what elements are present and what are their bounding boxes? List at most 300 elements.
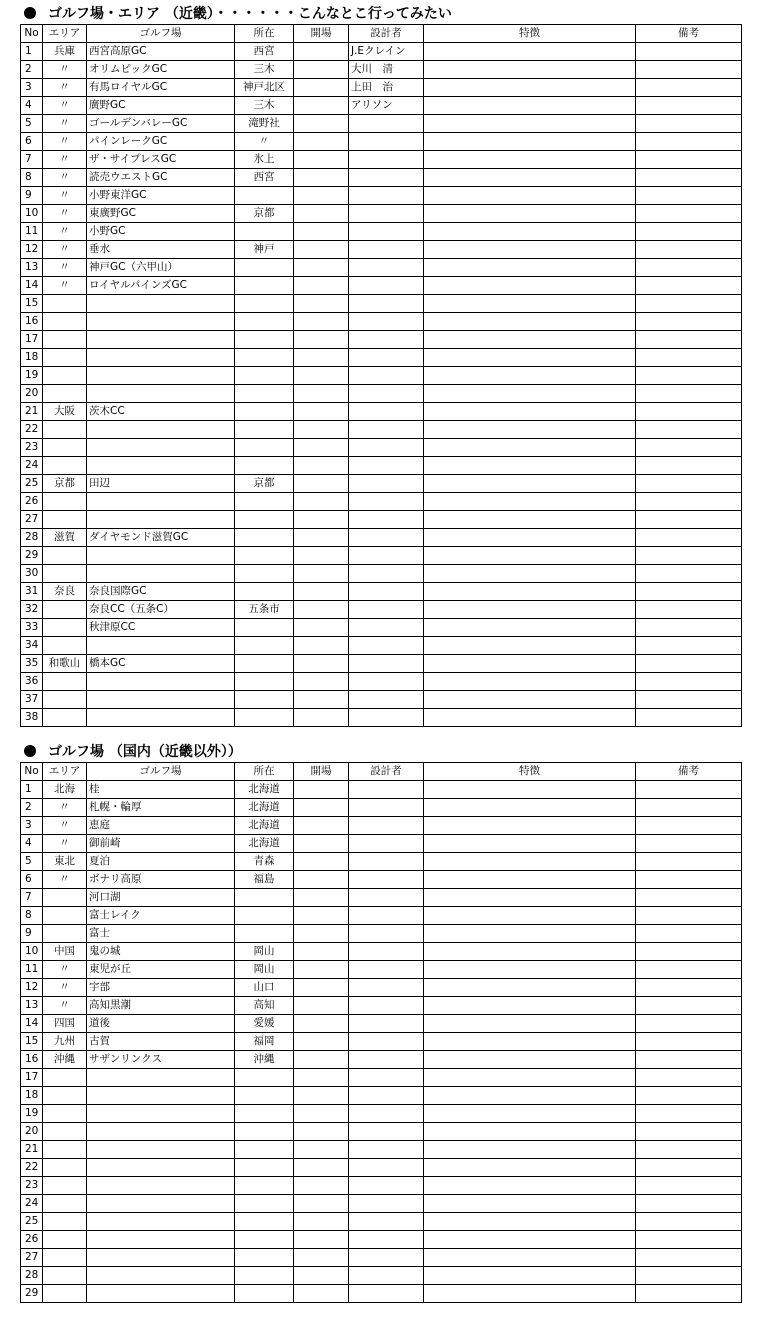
cell-area: 〃: [43, 205, 87, 223]
cell-no: 33: [21, 619, 43, 637]
cell-designer: [349, 421, 424, 439]
cell-location: 五条市: [235, 601, 294, 619]
cell-features: [424, 889, 636, 907]
table-row: [21, 313, 742, 331]
cell-designer: [349, 187, 424, 205]
cell-features: [424, 457, 636, 475]
cell-notes: [636, 97, 742, 115]
cell-area: 〃: [43, 259, 87, 277]
table-row: [21, 889, 742, 907]
cell-features: [424, 1231, 636, 1249]
cell-notes: [636, 673, 742, 691]
cell-course: 西宮高原GC: [87, 43, 235, 61]
table-row: [21, 385, 742, 403]
cell-designer: [349, 907, 424, 925]
cell-area: 〃: [43, 133, 87, 151]
section-kinki: [20, 4, 741, 727]
table-row: [21, 241, 742, 259]
cell-no: 1: [21, 43, 43, 61]
header-features: 特徴: [424, 763, 636, 781]
cell-notes: [636, 79, 742, 97]
table-row: [21, 781, 742, 799]
cell-features: [424, 1213, 636, 1231]
cell-designer: [349, 493, 424, 511]
cell-opened: [294, 115, 349, 133]
cell-no: 15: [21, 1033, 43, 1051]
cell-location: 愛媛: [235, 1015, 294, 1033]
cell-features: [424, 241, 636, 259]
cell-course: [87, 1123, 235, 1141]
cell-area: [43, 1249, 87, 1267]
cell-no: 29: [21, 547, 43, 565]
cell-no: 28: [21, 529, 43, 547]
cell-area: 〃: [43, 277, 87, 295]
cell-designer: [349, 115, 424, 133]
cell-notes: [636, 1087, 742, 1105]
cell-no: 14: [21, 277, 43, 295]
table-row: [21, 1141, 742, 1159]
cell-no: 7: [21, 151, 43, 169]
cell-area: 兵庫: [43, 43, 87, 61]
cell-no: 22: [21, 1159, 43, 1177]
cell-features: [424, 1069, 636, 1087]
section-title: [20, 4, 741, 24]
cell-designer: アリソン: [349, 97, 424, 115]
table-row: [21, 79, 742, 97]
cell-notes: [636, 529, 742, 547]
cell-opened: [294, 1177, 349, 1195]
cell-location: [235, 637, 294, 655]
cell-designer: [349, 1177, 424, 1195]
cell-location: [235, 439, 294, 457]
cell-opened: [294, 997, 349, 1015]
cell-location: 滝野社: [235, 115, 294, 133]
cell-course: 垂水: [87, 241, 235, 259]
cell-location: [235, 313, 294, 331]
cell-designer: [349, 1069, 424, 1087]
cell-area: [43, 511, 87, 529]
cell-opened: [294, 907, 349, 925]
cell-area: 和歌山: [43, 655, 87, 673]
cell-course: 廣野GC: [87, 97, 235, 115]
cell-area: 北海: [43, 781, 87, 799]
cell-no: 18: [21, 1087, 43, 1105]
cell-notes: [636, 277, 742, 295]
cell-area: [43, 457, 87, 475]
cell-area: [43, 1195, 87, 1213]
cell-notes: [636, 1123, 742, 1141]
header-location: 所在: [235, 25, 294, 43]
cell-designer: [349, 457, 424, 475]
table-row: [21, 1213, 742, 1231]
cell-notes: [636, 457, 742, 475]
cell-no: 6: [21, 133, 43, 151]
cell-area: 〃: [43, 169, 87, 187]
cell-opened: [294, 385, 349, 403]
cell-area: 〃: [43, 79, 87, 97]
cell-area: [43, 349, 87, 367]
cell-designer: [349, 133, 424, 151]
cell-area: [43, 925, 87, 943]
cell-notes: [636, 493, 742, 511]
cell-area: 〃: [43, 61, 87, 79]
cell-designer: [349, 475, 424, 493]
cell-course: ボナリ高原: [87, 871, 235, 889]
cell-opened: [294, 547, 349, 565]
cell-opened: [294, 367, 349, 385]
cell-no: 1: [21, 781, 43, 799]
cell-features: [424, 223, 636, 241]
cell-features: [424, 385, 636, 403]
cell-course: 高知黒潮: [87, 997, 235, 1015]
cell-notes: [636, 1141, 742, 1159]
cell-no: 26: [21, 1231, 43, 1249]
cell-course: 札幌・輪厚: [87, 799, 235, 817]
cell-notes: [636, 43, 742, 61]
cell-opened: [294, 565, 349, 583]
cell-location: 三木: [235, 97, 294, 115]
cell-no: 3: [21, 79, 43, 97]
table-row: [21, 1033, 742, 1051]
cell-no: 23: [21, 439, 43, 457]
cell-area: [43, 1087, 87, 1105]
cell-no: 25: [21, 1213, 43, 1231]
cell-opened: [294, 673, 349, 691]
cell-course: 河口湖: [87, 889, 235, 907]
cell-designer: [349, 853, 424, 871]
cell-opened: [294, 583, 349, 601]
cell-designer: [349, 1105, 424, 1123]
table-row: [21, 799, 742, 817]
table-row: [21, 547, 742, 565]
cell-notes: [636, 1069, 742, 1087]
table-row: [21, 1285, 742, 1303]
cell-opened: [294, 1105, 349, 1123]
table-row: [21, 853, 742, 871]
cell-area: 〃: [43, 817, 87, 835]
header-features: 特徴: [424, 25, 636, 43]
cell-course: 道後: [87, 1015, 235, 1033]
cell-features: [424, 637, 636, 655]
cell-no: 32: [21, 601, 43, 619]
cell-course: 夏泊: [87, 853, 235, 871]
cell-location: 北海道: [235, 799, 294, 817]
cell-opened: [294, 475, 349, 493]
cell-designer: [349, 1087, 424, 1105]
cell-opened: [294, 241, 349, 259]
cell-no: 11: [21, 223, 43, 241]
cell-location: [235, 1105, 294, 1123]
cell-designer: [349, 547, 424, 565]
cell-area: 〃: [43, 979, 87, 997]
cell-features: [424, 907, 636, 925]
cell-location: 氷上: [235, 151, 294, 169]
cell-notes: [636, 187, 742, 205]
table-row: [21, 61, 742, 79]
cell-course: [87, 1249, 235, 1267]
cell-designer: [349, 1213, 424, 1231]
table-row: [21, 583, 742, 601]
cell-opened: [294, 259, 349, 277]
cell-no: 27: [21, 511, 43, 529]
cell-notes: [636, 421, 742, 439]
section-domestic: [20, 742, 741, 1303]
cell-opened: [294, 97, 349, 115]
cell-course: 東児が丘: [87, 961, 235, 979]
cell-no: 23: [21, 1177, 43, 1195]
cell-no: 10: [21, 943, 43, 961]
cell-designer: [349, 223, 424, 241]
cell-notes: [636, 1105, 742, 1123]
cell-course: パインレークGC: [87, 133, 235, 151]
cell-location: 京都: [235, 475, 294, 493]
cell-opened: [294, 889, 349, 907]
cell-course: [87, 385, 235, 403]
table-row: [21, 655, 742, 673]
cell-location: [235, 1141, 294, 1159]
cell-notes: [636, 817, 742, 835]
cell-opened: [294, 1285, 349, 1303]
cell-area: [43, 331, 87, 349]
cell-features: [424, 853, 636, 871]
cell-location: [235, 1267, 294, 1285]
cell-location: 北海道: [235, 835, 294, 853]
cell-area: 〃: [43, 97, 87, 115]
cell-location: [235, 691, 294, 709]
table-row: [21, 367, 742, 385]
cell-notes: [636, 403, 742, 421]
table-row: [21, 511, 742, 529]
table-row: [21, 205, 742, 223]
cell-area: [43, 1177, 87, 1195]
cell-notes: [636, 259, 742, 277]
cell-no: 8: [21, 907, 43, 925]
cell-course: [87, 1087, 235, 1105]
header-designer: 設計者: [349, 763, 424, 781]
cell-location: 西宮: [235, 169, 294, 187]
cell-opened: [294, 601, 349, 619]
table-row: [21, 817, 742, 835]
cell-designer: [349, 1051, 424, 1069]
cell-area: [43, 367, 87, 385]
cell-features: [424, 259, 636, 277]
cell-notes: [636, 1285, 742, 1303]
cell-location: 岡山: [235, 961, 294, 979]
cell-area: 京都: [43, 475, 87, 493]
cell-area: 〃: [43, 187, 87, 205]
cell-location: 京都: [235, 205, 294, 223]
cell-opened: [294, 133, 349, 151]
cell-opened: [294, 1033, 349, 1051]
cell-opened: [294, 331, 349, 349]
table-row: [21, 565, 742, 583]
cell-opened: [294, 403, 349, 421]
cell-notes: [636, 565, 742, 583]
cell-location: 山口: [235, 979, 294, 997]
cell-opened: [294, 853, 349, 871]
cell-no: 9: [21, 925, 43, 943]
cell-features: [424, 277, 636, 295]
cell-course: 神戸GC（六甲山）: [87, 259, 235, 277]
cell-opened: [294, 835, 349, 853]
cell-area: [43, 673, 87, 691]
cell-notes: [636, 205, 742, 223]
cell-features: [424, 619, 636, 637]
cell-location: 沖縄: [235, 1051, 294, 1069]
cell-location: 西宮: [235, 43, 294, 61]
cell-course: サザンリンクス: [87, 1051, 235, 1069]
table-row: [21, 151, 742, 169]
header-location: 所在: [235, 763, 294, 781]
cell-notes: [636, 61, 742, 79]
cell-course: 御前崎: [87, 835, 235, 853]
table-row: [21, 439, 742, 457]
cell-designer: J.Eクレイン: [349, 43, 424, 61]
cell-location: [235, 1231, 294, 1249]
table-row: [21, 187, 742, 205]
cell-opened: [294, 313, 349, 331]
cell-designer: [349, 925, 424, 943]
cell-designer: [349, 295, 424, 313]
cell-location: [235, 889, 294, 907]
cell-notes: [636, 889, 742, 907]
cell-course: 鬼の城: [87, 943, 235, 961]
cell-no: 6: [21, 871, 43, 889]
cell-opened: [294, 619, 349, 637]
cell-opened: [294, 709, 349, 727]
cell-no: 3: [21, 817, 43, 835]
cell-course: 茨木CC: [87, 403, 235, 421]
cell-no: 12: [21, 979, 43, 997]
cell-notes: [636, 547, 742, 565]
cell-notes: [636, 331, 742, 349]
cell-area: [43, 1069, 87, 1087]
cell-opened: [294, 871, 349, 889]
cell-features: [424, 655, 636, 673]
cell-location: 岡山: [235, 943, 294, 961]
table-row: [21, 259, 742, 277]
cell-notes: [636, 1213, 742, 1231]
cell-features: [424, 403, 636, 421]
cell-course: [87, 439, 235, 457]
cell-location: 青森: [235, 853, 294, 871]
table-body: [21, 43, 742, 727]
cell-designer: 大川 清: [349, 61, 424, 79]
cell-designer: [349, 259, 424, 277]
cell-designer: [349, 1015, 424, 1033]
cell-notes: [636, 799, 742, 817]
cell-location: [235, 259, 294, 277]
cell-no: 24: [21, 457, 43, 475]
cell-features: [424, 511, 636, 529]
cell-designer: [349, 1195, 424, 1213]
cell-no: 18: [21, 349, 43, 367]
table-row: [21, 979, 742, 997]
cell-area: [43, 547, 87, 565]
cell-location: [235, 1213, 294, 1231]
cell-designer: [349, 1231, 424, 1249]
cell-opened: [294, 1051, 349, 1069]
cell-notes: [636, 943, 742, 961]
table-row: [21, 691, 742, 709]
cell-course: [87, 349, 235, 367]
table-row: [21, 1015, 742, 1033]
cell-designer: [349, 1033, 424, 1051]
cell-features: [424, 367, 636, 385]
table-row: [21, 1195, 742, 1213]
cell-course: ゴールデンバレーGC: [87, 115, 235, 133]
golf-course-table: [20, 762, 742, 1303]
cell-no: 12: [21, 241, 43, 259]
cell-area: [43, 889, 87, 907]
cell-area: [43, 1267, 87, 1285]
cell-area: [43, 1285, 87, 1303]
cell-no: 25: [21, 475, 43, 493]
cell-area: 〃: [43, 997, 87, 1015]
cell-area: 四国: [43, 1015, 87, 1033]
cell-no: 11: [21, 961, 43, 979]
cell-no: 2: [21, 61, 43, 79]
cell-features: [424, 1033, 636, 1051]
cell-opened: [294, 1195, 349, 1213]
cell-course: [87, 1267, 235, 1285]
cell-features: [424, 583, 636, 601]
cell-area: 〃: [43, 835, 87, 853]
cell-course: [87, 1069, 235, 1087]
cell-features: [424, 79, 636, 97]
cell-area: 沖縄: [43, 1051, 87, 1069]
cell-opened: [294, 223, 349, 241]
cell-designer: [349, 403, 424, 421]
cell-no: 9: [21, 187, 43, 205]
cell-opened: [294, 151, 349, 169]
golf-course-table: [20, 24, 742, 727]
cell-location: [235, 277, 294, 295]
cell-designer: [349, 1159, 424, 1177]
table-row: [21, 907, 742, 925]
cell-opened: [294, 457, 349, 475]
cell-area: [43, 1105, 87, 1123]
cell-features: [424, 349, 636, 367]
cell-features: [424, 475, 636, 493]
cell-notes: [636, 1195, 742, 1213]
cell-area: [43, 565, 87, 583]
cell-area: [43, 1123, 87, 1141]
table-row: [21, 1087, 742, 1105]
cell-notes: [636, 475, 742, 493]
cell-no: 5: [21, 115, 43, 133]
cell-no: 35: [21, 655, 43, 673]
cell-notes: [636, 313, 742, 331]
cell-course: 東廣野GC: [87, 205, 235, 223]
cell-opened: [294, 1087, 349, 1105]
cell-course: 有馬ロイヤルGC: [87, 79, 235, 97]
cell-course: [87, 511, 235, 529]
cell-course: [87, 1285, 235, 1303]
cell-course: 恵庭: [87, 817, 235, 835]
cell-notes: [636, 223, 742, 241]
cell-no: 38: [21, 709, 43, 727]
cell-no: 36: [21, 673, 43, 691]
cell-designer: [349, 1141, 424, 1159]
cell-area: 〃: [43, 223, 87, 241]
cell-designer: [349, 1249, 424, 1267]
cell-course: [87, 691, 235, 709]
cell-opened: [294, 511, 349, 529]
header-opened: 開場: [294, 25, 349, 43]
cell-notes: [636, 997, 742, 1015]
bullet-icon: [24, 745, 36, 757]
